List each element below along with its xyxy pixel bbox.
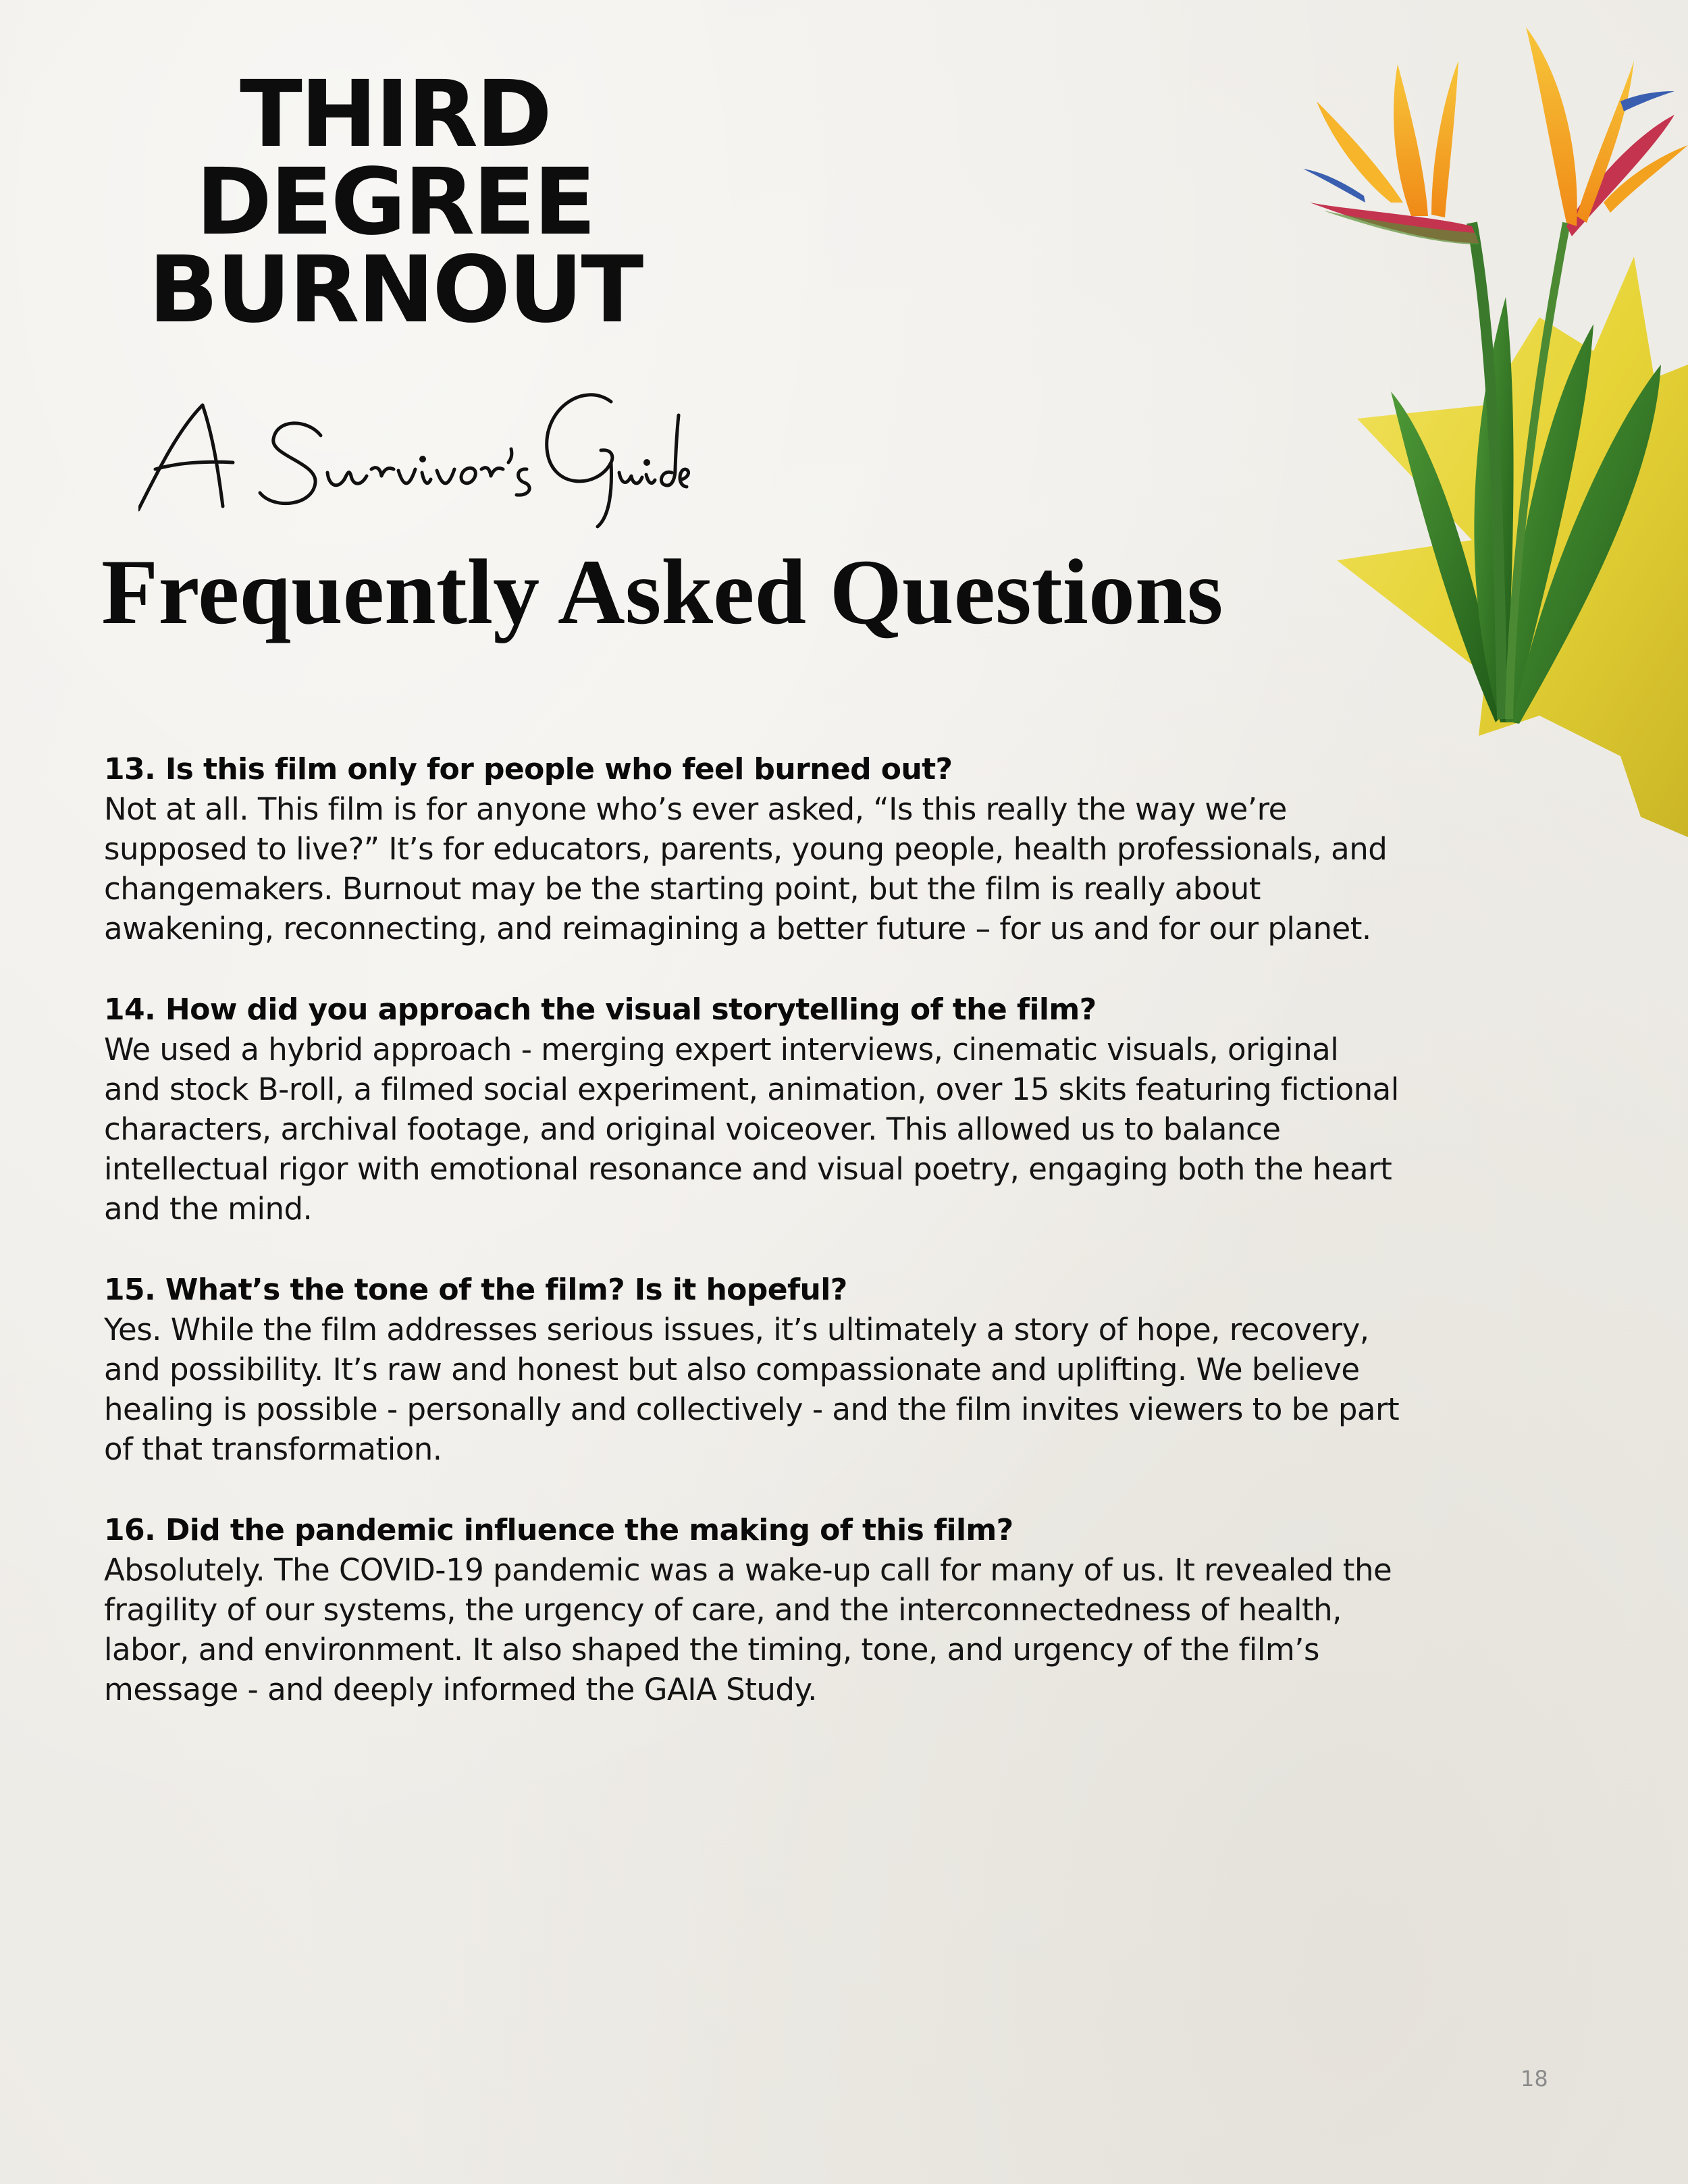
answer-line: and possibility. It’s raw and honest but also compassionate and uplifting. We believe [104,1352,1360,1387]
flower-petal [1317,101,1403,203]
faq-question: 13. Is this film only for people who feel burned out? [104,752,953,787]
faq-question: 14. How did you approach the visual storytelling of the film? [104,992,1097,1027]
answer-line: Absolutely. The COVID-19 pandemic was a wake-up call for many of us. It revealed the [104,1552,1392,1588]
faq-item [104,749,1562,949]
flower-petal [1431,61,1458,217]
brand-title [138,61,652,344]
answer-line: labor, and environment. It also shaped the timing, tone, and urgency of the film’s [104,1632,1319,1668]
faq-question: 15. What’s the tone of the film? Is it hopeful? [104,1273,847,1307]
flower-accent [1303,169,1365,203]
brand-title-line: THIRD [240,61,550,168]
answer-line: healing is possible - personally and collectively - and the film invites viewers to be part [104,1391,1400,1427]
bird-of-paradise-illustration [1188,0,1688,837]
faq-item [104,1510,1562,1709]
flower-petal [1526,27,1577,226]
answer-line: of that transformation. [104,1431,442,1467]
answer-line: characters, archival footage, and original voiceover. This allowed us to balance [104,1111,1281,1147]
answer-line: Not at all. This film is for anyone who’s ever asked, “Is this really the way we’re [104,791,1287,827]
answer-line: and stock B-roll, a filmed social experiment, animation, over 15 skits featuring fictional [104,1071,1399,1107]
faq-item [104,1270,1562,1469]
answer-line: changemakers. Burnout may be the starting point, but the film is really about [104,871,1261,907]
brand-script-subtitle [138,354,692,530]
answer-line: intellectual rigor with emotional resonance and visual poetry, engaging both the heart [104,1151,1392,1187]
brand-title-line: DEGREE [196,149,594,256]
brand-title-line: BURNOUT [148,237,642,344]
faq-answer [104,1030,1562,1229]
answer-line: Yes. While the film addresses serious issues, it’s ultimately a story of hope, recovery, [104,1312,1369,1348]
answer-line: message - and deeply informed the GAIA Study. [104,1672,817,1707]
faq-list [104,749,1562,1751]
answer-line: We used a hybrid approach - merging expert interviews, cinematic visuals, original [104,1032,1339,1067]
faq-item [104,990,1562,1229]
faq-answer [104,1550,1562,1709]
answer-line: and the mind. [104,1191,313,1227]
answer-line: supposed to live?” It’s for educators, parents, young people, health professionals, and [104,831,1388,867]
answer-line: fragility of our systems, the urgency of care, and the interconnectedness of health, [104,1592,1342,1628]
faq-answer [104,1310,1562,1469]
flower-accent [1620,91,1674,111]
faq-question: 16. Did the pandemic influence the making of this film? [104,1513,1013,1547]
faq-answer [104,789,1562,949]
flower-petal [1394,64,1428,216]
page-number: 18 [1521,2066,1548,2092]
answer-line: awakening, reconnecting, and reimagining a better future – for us and for our planet. [104,911,1371,947]
brand-logo [138,61,679,344]
page-title: Frequently Asked Questions [101,540,1223,643]
